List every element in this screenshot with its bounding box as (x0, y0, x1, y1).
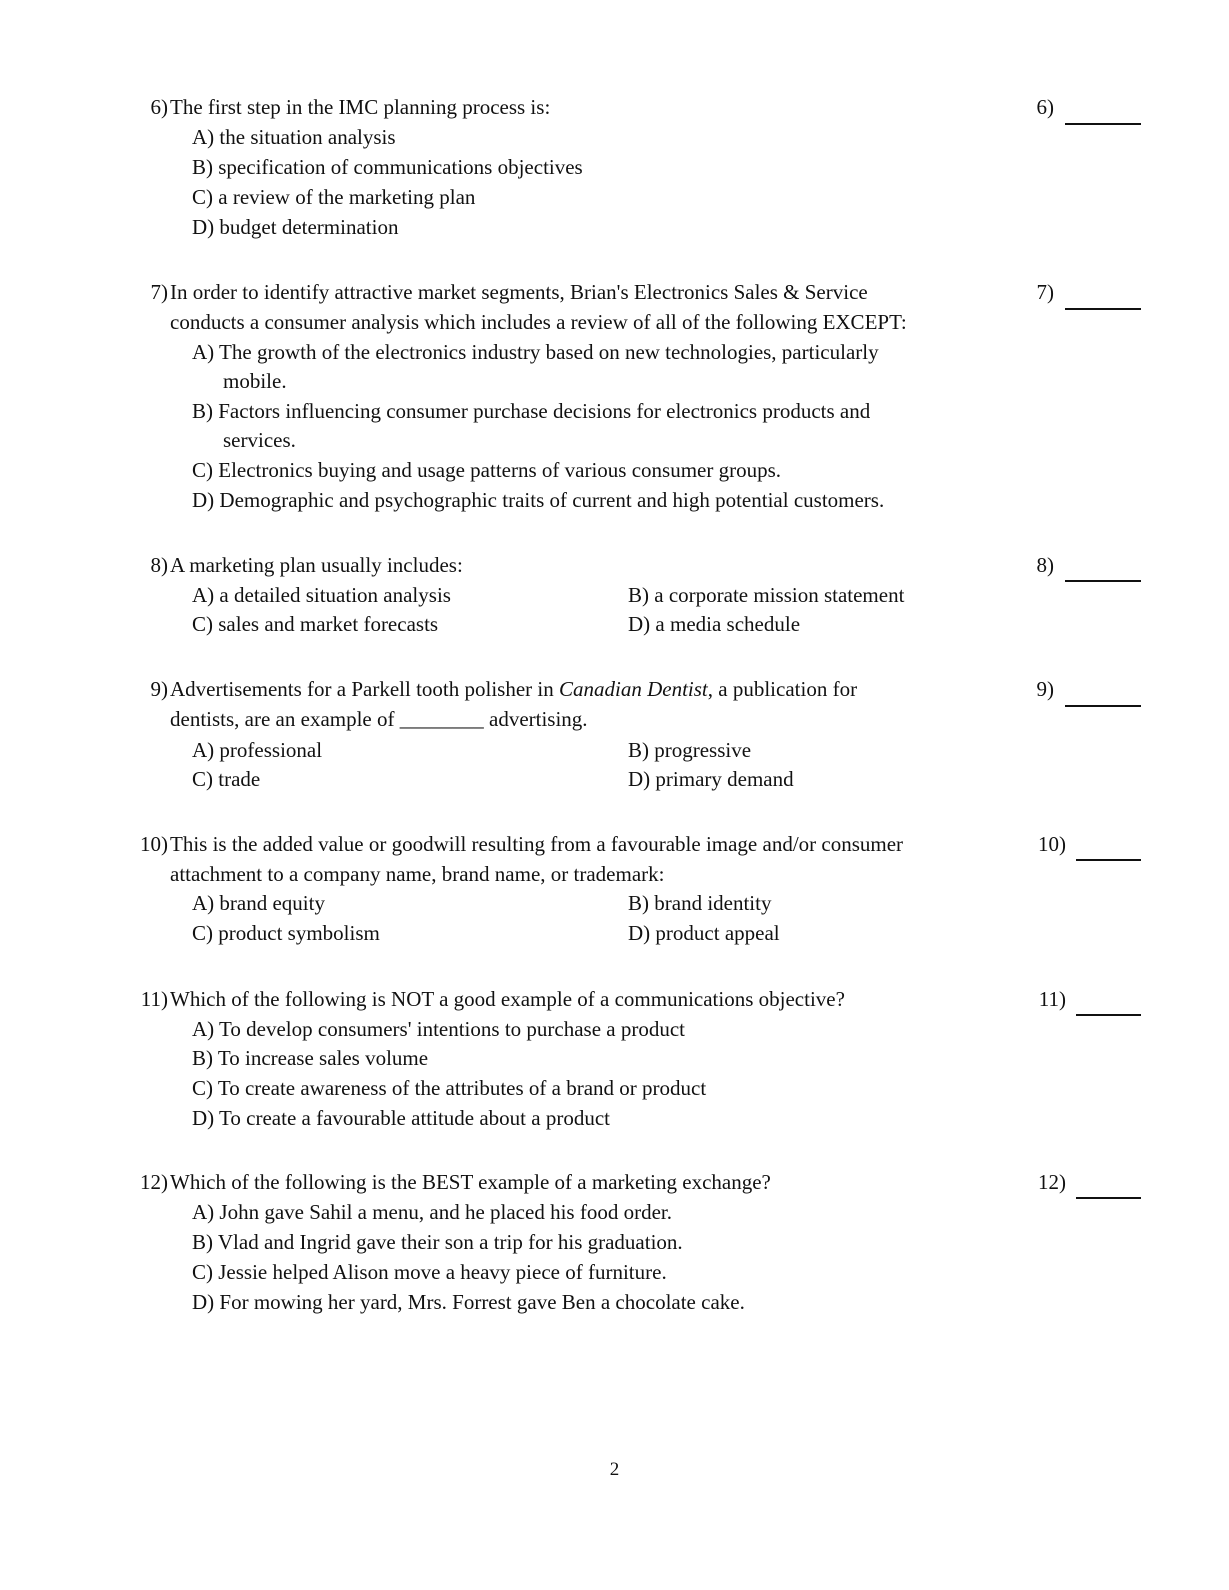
option-c: C) Electronics buying and usage patterns of various consumer groups. (192, 458, 782, 482)
answer-label: 12) (1038, 1170, 1066, 1194)
option-b: B) a corporate mission statement (628, 583, 905, 607)
option-d: D) For mowing her yard, Mrs. Forrest gave Ben a chocolate cake. (192, 1290, 745, 1314)
answer-blank[interactable] (1065, 705, 1141, 707)
answer-label: 8) (1036, 553, 1054, 577)
question-stem: The first step in the IMC planning process is: (170, 95, 551, 119)
option-b: B) To increase sales volume (192, 1046, 429, 1070)
question-number: 9) (150, 677, 168, 701)
option-b: B) specification of communications objectives (192, 155, 583, 179)
answer-blank[interactable] (1065, 123, 1141, 125)
option-d: D) product appeal (628, 921, 780, 945)
answer-label: 11) (1038, 987, 1066, 1011)
option-d: D) a media schedule (628, 612, 801, 636)
question-number: 8) (150, 553, 168, 577)
answer-label: 7) (1036, 280, 1054, 304)
option-b: B) Factors influencing consumer purchase decisions for electronics products and (192, 399, 871, 423)
answer-label: 9) (1036, 677, 1054, 701)
option-c: C) To create awareness of the attributes of a brand or product (192, 1076, 707, 1100)
option-d: D) budget determination (192, 215, 399, 239)
option-a: A) brand equity (192, 891, 325, 915)
option-a: A) To develop consumers' intentions to purchase a product (192, 1017, 685, 1041)
option-d: D) Demographic and psychographic traits of current and high potential customers. (192, 488, 885, 512)
answer-label: 10) (1038, 832, 1066, 856)
answer-blank[interactable] (1076, 1014, 1141, 1016)
answer-blank[interactable] (1065, 308, 1141, 310)
question-stem-line-1: Advertisements for a Parkell tooth polisher in Canadian Dentist, a publication for (170, 677, 858, 701)
answer-blank[interactable] (1076, 1197, 1141, 1199)
option-c: C) a review of the marketing plan (192, 185, 476, 209)
publication-title: Canadian Dentist (559, 677, 708, 701)
option-a: A) the situation analysis (192, 125, 396, 149)
question-number: 12) (140, 1170, 168, 1194)
question-stem: A marketing plan usually includes: (170, 553, 463, 577)
option-a-continued: mobile. (223, 369, 287, 393)
question-stem: Which of the following is the BEST example of a marketing exchange? (170, 1170, 771, 1194)
answer-blank[interactable] (1065, 580, 1141, 582)
option-c: C) Jessie helped Alison move a heavy piece of furniture. (192, 1260, 667, 1284)
option-c: C) product symbolism (192, 921, 380, 945)
option-b: B) brand identity (628, 891, 772, 915)
question-number: 11) (140, 987, 168, 1011)
option-a: A) a detailed situation analysis (192, 583, 451, 607)
question-stem-line-1: This is the added value or goodwill resulting from a favourable image and/or consumer (170, 832, 904, 856)
option-a: A) John gave Sahil a menu, and he placed his food order. (192, 1200, 672, 1224)
option-b: B) progressive (628, 738, 752, 762)
option-d: D) primary demand (628, 767, 794, 791)
question-number: 10) (140, 832, 168, 856)
question-stem-line-1: In order to identify attractive market segments, Brian's Electronics Sales & Service (170, 280, 868, 304)
page-number: 2 (609, 1459, 620, 1480)
option-c: C) trade (192, 767, 261, 791)
question-stem: Which of the following is NOT a good example of a communications objective? (170, 987, 845, 1011)
question-stem-line-2: dentists, are an example of ________ advertising. (170, 707, 588, 731)
question-number: 7) (150, 280, 168, 304)
question-stem-line-2: attachment to a company name, brand name, or trademark: (170, 862, 665, 886)
option-a: A) The growth of the electronics industry based on new technologies, particularly (192, 340, 879, 364)
option-a: A) professional (192, 738, 323, 762)
option-b: B) Vlad and Ingrid gave their son a trip for his graduation. (192, 1230, 683, 1254)
option-c: C) sales and market forecasts (192, 612, 439, 636)
option-d: D) To create a favourable attitude about a product (192, 1106, 610, 1130)
option-b-continued: services. (223, 428, 296, 452)
answer-blank[interactable] (1076, 859, 1141, 861)
answer-label: 6) (1036, 95, 1054, 119)
question-number: 6) (150, 95, 168, 119)
question-stem-line-2: conducts a consumer analysis which includes a review of all of the following EXCEPT: (170, 310, 907, 334)
